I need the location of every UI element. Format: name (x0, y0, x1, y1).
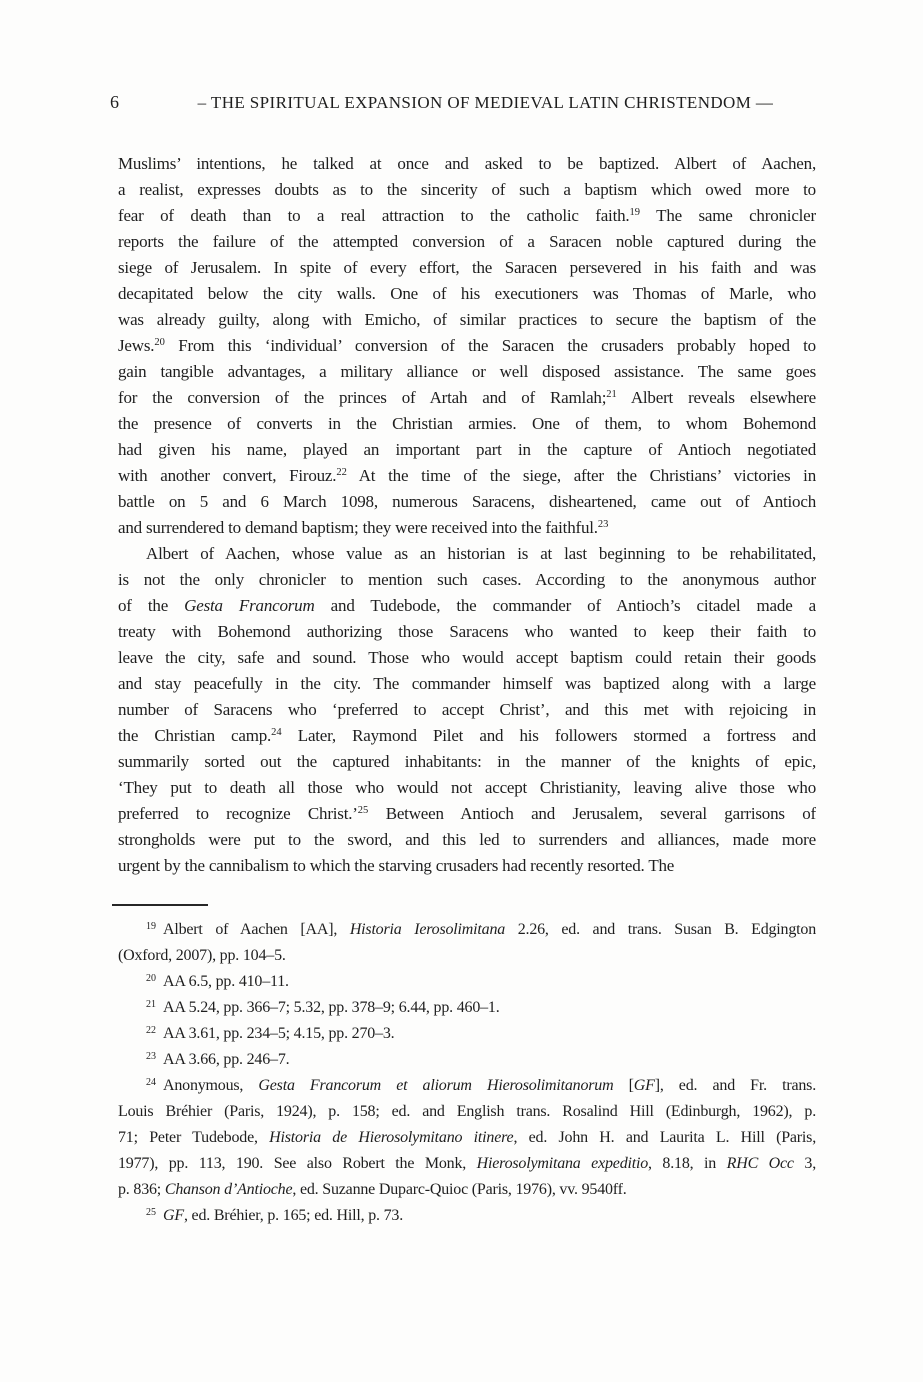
text-run: siege of Jerusalem. In spite of every effort, the Saracen persevered in his faith and was (118, 258, 816, 277)
text-run: p. 836; (118, 1181, 165, 1198)
text-run: Chanson d’Antioche (164, 1181, 293, 1198)
text-run: , ed. Suzanne Duparc-Quioc (Paris, 1976), vv. 9540ff. (292, 1181, 627, 1198)
text-run: treaty with Bohemond authorizing those Saracens who wanted to keep their faith to (118, 622, 816, 641)
text-run: leave the city, safe and sound. Those who would accept baptism could retain their goods (118, 648, 816, 667)
text-run: Historia de Hierosolymitano itinere (269, 1129, 514, 1146)
text-line (118, 151, 816, 177)
footnote-number: 21 (146, 999, 156, 1010)
text-run: number of Saracens who ‘preferred to accept Christ’, and this met with rejoicing in (118, 700, 816, 719)
text-line (118, 619, 816, 645)
text-run: 71; Peter Tudebode, (118, 1129, 270, 1146)
text-line (118, 671, 816, 697)
text-run: the Christian camp. (118, 726, 272, 745)
running-header (110, 92, 826, 113)
text-run: Albert reveals elsewhere (616, 388, 816, 407)
text-line (118, 411, 816, 437)
footnote-number: 20 (146, 973, 156, 984)
text-line (118, 541, 816, 567)
text-run: 3, (793, 1155, 816, 1172)
footnote-line (118, 969, 816, 995)
footnotes-section (118, 917, 816, 1229)
text-run: and Tudebode, the commander of Antioch’s citadel made a (314, 596, 816, 615)
text-run: strongholds were put to the sword, and this led to surrenders and alliances, made more (118, 830, 816, 849)
footnote-line (118, 1021, 816, 1047)
text-line (118, 281, 816, 307)
footnote (118, 969, 816, 995)
text-run: Muslims’ intentions, he talked at once and asked to be baptized. Albert of Aachen, (118, 154, 816, 173)
footnote-number: 19 (146, 921, 156, 932)
text-run: Hierosolymitana expeditio (476, 1155, 649, 1172)
text-run: Anonymous, (163, 1077, 259, 1094)
text-run: , 8.18, in (648, 1155, 727, 1172)
footnote-line (118, 917, 816, 943)
text-run: Gesta Francorum (184, 596, 315, 615)
body-text (118, 151, 816, 879)
text-run: Louis Bréhier (Paris, 1924), p. 158; ed. and English trans. Rosalind Hill (Edinburgh, 1962), p. (118, 1103, 816, 1120)
page-number: 6 (110, 92, 119, 112)
text-run: AA 3.61, pp. 234–5; 4.15, pp. 270–3. (163, 1025, 395, 1042)
text-line (118, 489, 816, 515)
text-line (118, 827, 816, 853)
text-run: ], ed. and Fr. trans. (654, 1077, 816, 1094)
body-paragraph (118, 151, 816, 541)
text-run: decapitated below the city walls. One of his executioners was Thomas of Marle, who (118, 284, 816, 303)
footnote-ref: 25 (357, 805, 369, 816)
text-line (118, 775, 816, 801)
footnote-line (118, 1073, 816, 1099)
text-run: Albert of Aachen [AA], (163, 921, 350, 938)
text-line (118, 229, 816, 255)
text-run: At the time of the siege, after the Christians’ victories in (346, 466, 816, 485)
text-run: a realist, expresses doubts as to the sincerity of such a baptism which owed more to (118, 180, 816, 199)
text-run: Later, Raymond Pilet and his followers stormed a fortress and (281, 726, 816, 745)
footnote-line (118, 995, 816, 1021)
text-line (118, 359, 816, 385)
text-line (118, 203, 816, 229)
text-line (118, 255, 816, 281)
text-run: gain tangible advantages, a military alliance or well disposed assistance. The same goes (118, 362, 816, 381)
text-line (118, 307, 816, 333)
text-line (118, 853, 816, 879)
text-run: and surrendered to demand baptism; they were received into the faithful. (118, 518, 598, 537)
text-run: GF (163, 1207, 184, 1224)
text-run: urgent by the cannibalism to which the starving crusaders had recently resorted. The (118, 856, 675, 875)
text-run: fear of death than to a real attraction to the catholic faith. (118, 206, 630, 225)
footnote-line (118, 1125, 816, 1151)
text-run: , ed. John H. and Laurita L. Hill (Paris, (513, 1129, 816, 1146)
body-paragraph (118, 541, 816, 879)
text-run: Jews. (118, 336, 155, 355)
footnote-line (118, 943, 816, 969)
text-run: From this ‘individual’ conversion of the Saracen the crusaders probably hoped to (164, 336, 816, 355)
text-run: AA 3.66, pp. 246–7. (163, 1051, 290, 1068)
text-run: The same chronicler (639, 206, 816, 225)
text-run: Historia Ierosolimitana (349, 921, 506, 938)
text-run: [ (613, 1077, 634, 1094)
footnote-line (118, 1151, 816, 1177)
text-run: 1977), pp. 113, 190. See also Robert the Monk, (118, 1155, 477, 1172)
footnote-ref: 21 (606, 389, 617, 400)
text-run: reports the failure of the attempted conversion of a Saracen noble captured during the (118, 232, 816, 251)
footnote-ref: 23 (597, 519, 609, 530)
text-line (118, 749, 816, 775)
text-line (118, 593, 816, 619)
footnote-number: 22 (146, 1025, 156, 1036)
text-run: was already guilty, along with Emicho, of similar practices to secure the baptism of the (118, 310, 816, 329)
text-line (118, 333, 816, 359)
text-run: ‘They put to death all those who would not accept Christianity, leaving alive those who (118, 778, 816, 797)
text-run: GF (633, 1077, 655, 1094)
text-run: RHC Occ (726, 1155, 794, 1172)
text-run: with another convert, Firouz. (118, 466, 337, 485)
text-run: of the (118, 596, 185, 615)
text-run: (Oxford, 2007), pp. 104–5. (118, 947, 286, 964)
text-run: had given his name, played an important part in the capture of Antioch negotiated (118, 440, 816, 459)
text-run: 2.26, ed. and trans. Susan B. Edgington (505, 921, 816, 938)
footnote-number: 23 (146, 1051, 156, 1062)
text-run: and stay peacefully in the city. The commander himself was baptized along with a large (118, 674, 816, 693)
text-line (118, 515, 816, 541)
text-run: AA 6.5, pp. 410–11. (163, 973, 289, 990)
text-run: Albert of Aachen, whose value as an historian is at last beginning to be rehabilitated, (146, 544, 816, 563)
text-line (118, 645, 816, 671)
text-line (118, 697, 816, 723)
footnote-separator (112, 904, 208, 906)
footnote-line (118, 1047, 816, 1073)
text-run: AA 5.24, pp. 366–7; 5.32, pp. 378–9; 6.44, pp. 460–1. (163, 999, 500, 1016)
footnote-number: 25 (146, 1207, 156, 1218)
footnote (118, 1047, 816, 1073)
text-run: Gesta Francorum et aliorum Hierosolimitanorum (258, 1077, 614, 1094)
text-line (118, 463, 816, 489)
text-run: the presence of converts in the Christian armies. One of them, to whom Bohemond (118, 414, 816, 433)
footnote-ref: 22 (336, 467, 347, 478)
text-line (118, 385, 816, 411)
text-line (118, 177, 816, 203)
footnote-number: 24 (146, 1077, 156, 1088)
footnote (118, 995, 816, 1021)
footnote (118, 917, 816, 969)
footnote-line (118, 1099, 816, 1125)
footnote-ref: 19 (629, 207, 640, 218)
text-line (118, 437, 816, 463)
footnote (118, 1073, 816, 1203)
footnote (118, 1203, 816, 1229)
text-run: preferred to recognize Christ.’ (118, 804, 358, 823)
footnote-ref: 20 (154, 337, 165, 348)
footnote-line (118, 1177, 816, 1203)
text-run: for the conversion of the princes of Artah and of Ramlah; (118, 388, 607, 407)
footnote (118, 1021, 816, 1047)
running-title: – THE SPIRITUAL EXPANSION OF MEDIEVAL LATIN CHRISTENDOM — (197, 93, 774, 112)
text-run: , ed. Bréhier, p. 165; ed. Hill, p. 73. (183, 1207, 404, 1224)
text-run: is not the only chronicler to mention such cases. According to the anonymous author (118, 570, 816, 589)
text-run: battle on 5 and 6 March 1098, numerous Saracens, disheartened, came out of Antioch (118, 492, 816, 511)
text-line (118, 567, 816, 593)
text-run: summarily sorted out the captured inhabitants: in the manner of the knights of epic, (118, 752, 816, 771)
text-run: Between Antioch and Jerusalem, several garrisons of (368, 804, 816, 823)
text-line (118, 723, 816, 749)
text-line (118, 801, 816, 827)
footnote-ref: 24 (271, 727, 282, 738)
footnote-line (118, 1203, 816, 1229)
